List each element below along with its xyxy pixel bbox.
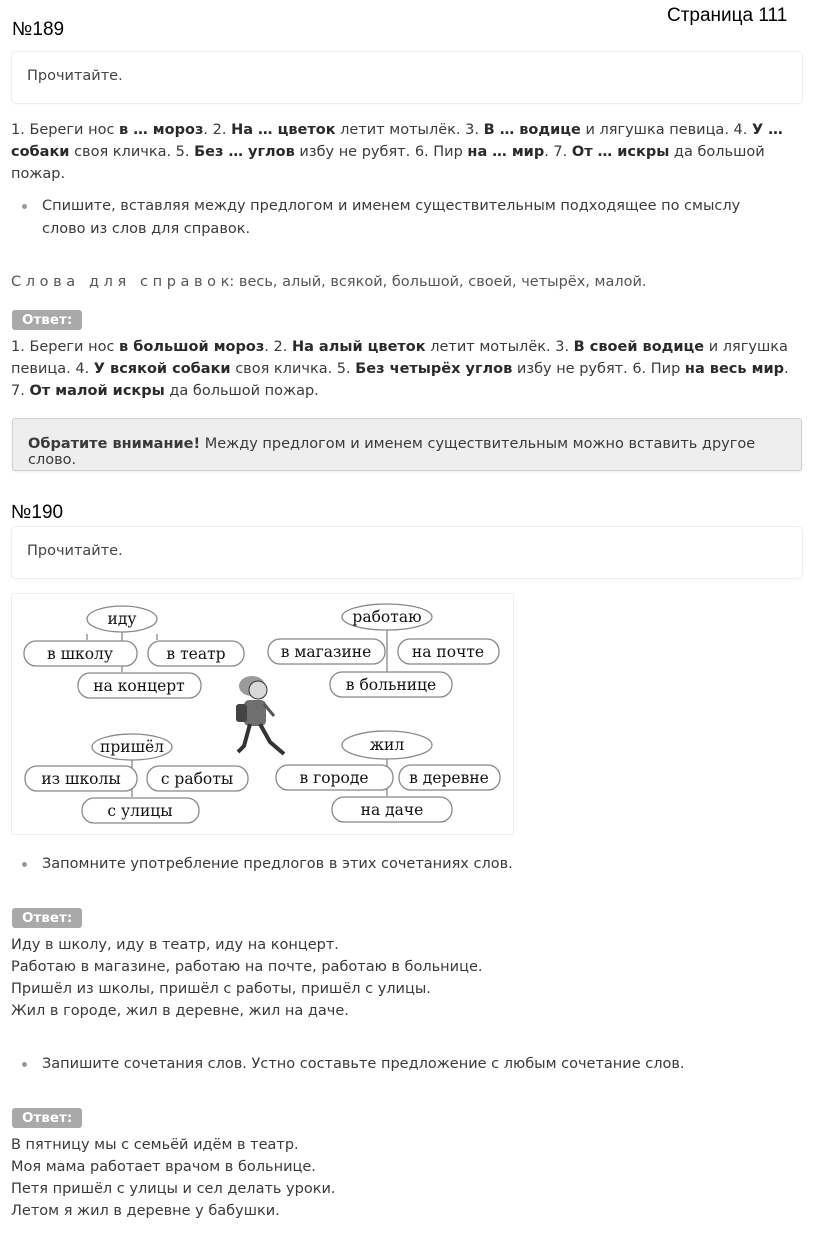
proverbs-text	[11, 119, 797, 185]
label-came: пришёл	[99, 738, 165, 756]
answer-text-190-2	[11, 1134, 797, 1222]
exercise-190-number: №190	[11, 502, 64, 523]
label-lived: жил	[369, 736, 405, 754]
label-go-concert: на концерт	[93, 677, 185, 695]
running-boy-illustration	[236, 676, 284, 754]
phrase-bold: в … мороз	[119, 122, 204, 138]
answer-line: Работаю в магазине, работаю на почте, работаю в больнице.	[11, 959, 483, 975]
label-lived-dacha: на даче	[360, 801, 424, 819]
label-go-school: в школу	[46, 645, 114, 663]
answer-text-190-1	[11, 934, 797, 1022]
task-write-text: Запишите сочетания слов. Устно составьте предложение с любым сочетание слов.	[42, 1056, 685, 1072]
reference-words-label: С л о в а д л я с п р а в о к	[11, 274, 230, 290]
label-go-theatre: в театр	[166, 645, 226, 663]
phrase-bold: У всякой собаки	[93, 361, 231, 377]
answer-line: Пришёл из школы, пришёл с работы, пришёл с улицы.	[11, 981, 431, 997]
label-work-hospital: в больнице	[345, 676, 437, 694]
answer-line: Летом я жил в деревне у бабушки.	[11, 1203, 280, 1219]
text-run: и лягушка певица. 4.	[580, 122, 752, 138]
phrase-bold: От … искры	[571, 144, 670, 160]
phrase-bold: На … цветок	[231, 122, 336, 138]
bullet-dot	[22, 204, 27, 209]
phrase-bold: У … собаки	[11, 122, 783, 160]
reference-words	[11, 271, 797, 293]
prepositions-diagram	[11, 593, 514, 835]
label-came-street: с улицы	[107, 802, 173, 820]
phrase-bold: В своей водице	[573, 339, 705, 355]
text-run: . 2.	[203, 122, 232, 138]
task-card-read-190	[11, 526, 803, 579]
task-copy-text: Спишите, вставляя между предлогом и именем существительным подходящее по смыслу слово из слов для справок.	[42, 198, 741, 237]
answer-badge: Ответ:	[12, 1108, 82, 1128]
label-work-post: на почте	[411, 643, 485, 661]
text-run: да большой пожар.	[11, 144, 765, 182]
answer-line: Иду в школу, иду в театр, иду на концерт.	[11, 937, 339, 953]
page-number: Страница 111	[667, 5, 788, 26]
text-run: 1. Береги нос	[11, 339, 120, 355]
phrase-bold: на … мир	[467, 144, 545, 160]
reference-words-list: : весь, алый, всякой, большой, своей, четырёх, малой.	[229, 274, 647, 290]
diagram-svg	[12, 594, 513, 834]
phrase-bold: на весь мир	[684, 361, 784, 377]
label-work-shop: в магазине	[280, 643, 372, 661]
text-run: да большой пожар.	[164, 383, 319, 399]
answer-line: Моя мама работает врачом в больнице.	[11, 1159, 316, 1175]
phrase-bold: В … водице	[483, 122, 581, 138]
label-work: работаю	[352, 608, 422, 626]
answer-badge: Ответ:	[12, 908, 82, 928]
task-read-label: Прочитайте.	[27, 68, 123, 84]
label-came-work: с работы	[160, 770, 234, 788]
label-lived-city: в городе	[299, 769, 369, 787]
label-came-school: из школы	[41, 770, 121, 788]
text-run: . 7.	[544, 144, 572, 160]
label-go: иду	[107, 610, 137, 628]
answer-line: Жил в городе, жил в деревне, жил на даче.	[11, 1003, 349, 1019]
note-title: Обратите внимание!	[28, 436, 201, 452]
answer-badge: Ответ:	[12, 310, 82, 330]
text-run: избу не рубят. 6. Пир	[512, 361, 685, 377]
text-run: избу не рубят. 6. Пир	[294, 144, 468, 160]
text-run: летит мотылёк. 3.	[425, 339, 574, 355]
phrase-bold: На алый цветок	[291, 339, 426, 355]
text-run: своя кличка. 5.	[69, 144, 195, 160]
text-run: . 2.	[264, 339, 292, 355]
task-remember-text: Запомните употребление предлогов в этих сочетаниях слов.	[42, 856, 513, 872]
note-text: Между предлогом и именем существительным можно вставить другое слово.	[28, 436, 756, 468]
phrase-bold: в большой мороз	[119, 339, 265, 355]
exercise-189-number: №189	[12, 19, 65, 40]
label-lived-village: в деревне	[409, 769, 489, 787]
text-run: 1. Береги нос	[11, 122, 120, 138]
bullet-dot	[22, 862, 27, 867]
answer-line: Петя пришёл с улицы и сел делать уроки.	[11, 1181, 336, 1197]
task-read-label: Прочитайте.	[27, 543, 123, 559]
text-run: . 7.	[11, 361, 789, 399]
phrase-bold: От малой искры	[29, 383, 165, 399]
bullet-dot	[22, 1062, 27, 1067]
phrase-bold: Без четырёх углов	[355, 361, 513, 377]
text-run: своя кличка. 5.	[230, 361, 356, 377]
note-box	[12, 418, 802, 471]
text-run: и лягушка певица. 4.	[11, 339, 788, 377]
answer-text-189	[11, 336, 797, 402]
task-card-read-189	[11, 51, 803, 104]
answer-line: В пятницу мы с семьёй идём в театр.	[11, 1137, 299, 1153]
text-run: летит мотылёк. 3.	[335, 122, 484, 138]
phrase-bold: Без … углов	[194, 144, 295, 160]
